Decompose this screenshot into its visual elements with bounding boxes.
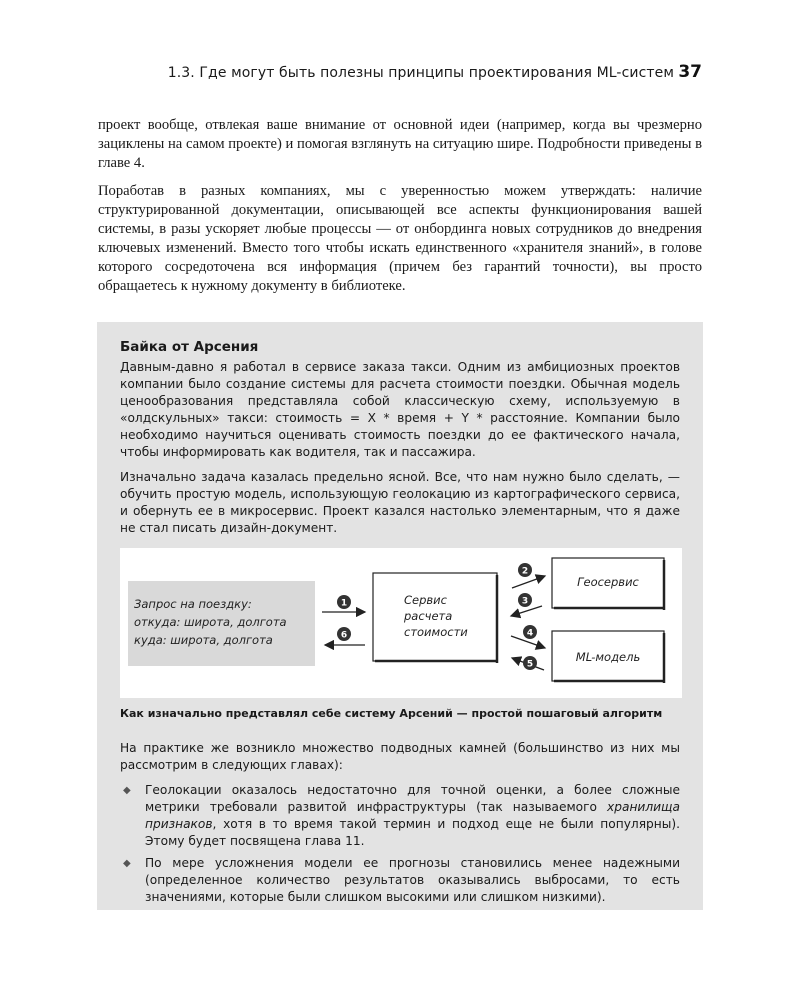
sidebar-paragraph-1: Давным-давно я работал в сервисе заказа такси. Одним из амбициозных проектов компании было создание системы для расчета стоимости поездки. Обычная модель ценообразования представляла собой классическую схему, используемую в «олдскульных» такси: стоимость = X * время + Y * расстояние. Компании было необходимо научиться оценивать стоимость поездки до ее фактического начала, чтобы информировать как водителя, так и пассажира. (120, 360, 680, 459)
running-head (0, 62, 800, 88)
sidebar-paragraph-2: Изначально задача казалась предельно ясной. Все, что нам нужно было сделать, — обучить простую модель, использующую геолокацию из картографического сервиса, и обернуть ее в микросервис. Проект казался настолько элементарным, что я даже не стал писать дизайн-документ. (120, 470, 680, 535)
body-paragraph-2: Поработав в разных компаниях, мы с уверенностью можем утверждать: наличие структурированной документации, описывающей все аспекты функционирования вашей системы, в разы ускоряет любые процессы — от онбординга новых сотрудников до внедрения ключевых изменений. Вместо того чтобы искать единственного «хранителя знаний», в голове которого сосредоточена вся информация (причем без гарантий точности), вы просто обращаетесь к нужному документу в библиотеке. (98, 183, 702, 294)
bullet-1-italic-term: хранилища признаков (145, 800, 680, 831)
step-5-label: 5 (526, 659, 534, 670)
geoservice-label: Геосервис (577, 575, 639, 589)
bullet-item-1 (120, 782, 680, 850)
body-paragraph-1: проект вообще, отвлекая ваше внимание от основной идеи (например, когда вы чрезмерно зациклены на самом проекте) и помогая взглянуть на ситуацию шире. Подробности приведены в главе 4. (98, 117, 702, 171)
body-text (98, 116, 702, 305)
service-line-2: расчета (404, 609, 453, 623)
bullet-1-text-end: , хотя в то время такой термин и подход еще не были популярны). Этому будет посвящена глава 11. (145, 817, 680, 848)
sidebar-content (120, 339, 680, 545)
diamond-bullet-icon: ◆ (123, 785, 131, 796)
request-line-3: куда: широта, долгота (134, 633, 273, 647)
request-line-1: Запрос на поездку: (134, 597, 252, 611)
sidebar-box (97, 322, 703, 910)
step-2-label: 2 (521, 566, 529, 577)
step-1-label: 1 (340, 598, 348, 609)
arrow-geo-to-service (511, 606, 542, 616)
sidebar-paragraph-3: На практике же возникло множество подводных камней (большинство из них мы рассмотрим в следующих главах): (120, 741, 680, 772)
bullet-2-text: По мере усложнения модели ее прогнозы становились менее надежными (определенное количество результатов оказывались выбросами, то есть значениями, которые были слишком высокими или слишком низкими). (145, 856, 680, 904)
bullet-item-2 (120, 855, 680, 906)
diagram-caption: Как изначально представлял себе систему Арсений — простой пошаговый алгоритм (120, 707, 663, 720)
service-line-3: стоимости (404, 625, 468, 639)
bullet-1-text-start: Геолокации оказалось недостаточно для точной оценки, а более сложные метрики требовали развитой инфраструктуры (так называемого (145, 783, 680, 814)
bullet-list (120, 782, 680, 906)
service-line-1: Сервис (404, 593, 447, 607)
step-3-label: 3 (521, 596, 529, 607)
sidebar-lower (120, 740, 680, 911)
request-line-2: откуда: широта, долгота (134, 615, 287, 629)
page-number: 37 (678, 62, 702, 82)
arrow-service-to-geo (512, 576, 545, 588)
sidebar-heading: Байка от Арсения (120, 339, 259, 355)
ml-model-label: ML-модель (575, 650, 641, 664)
chapter-section-title: 1.3. Где могут быть полезны принципы проектирования ML-систем (167, 65, 674, 81)
architecture-diagram (120, 548, 682, 698)
step-4-label: 4 (526, 628, 534, 639)
diamond-bullet-icon: ◆ (123, 858, 131, 869)
step-6-label: 6 (340, 630, 348, 641)
